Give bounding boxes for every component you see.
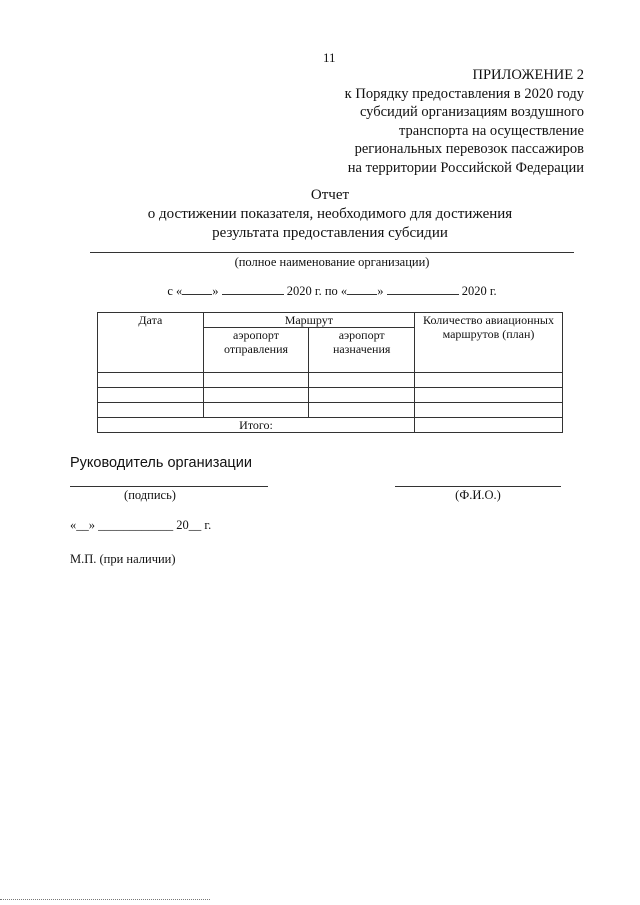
full-name-caption: (Ф.И.О.) [455, 488, 501, 502]
table-cell [203, 403, 309, 418]
page-number: 11 [323, 50, 336, 65]
table-row [98, 373, 563, 388]
period-year-from: 2020 г. по « [286, 284, 348, 298]
reporting-period [90, 283, 574, 299]
period-day-to-blank [347, 283, 377, 295]
appendix-header [284, 66, 584, 177]
table-cell [309, 403, 415, 418]
report-subtitle-line: результата предоставления субсидии [212, 225, 448, 241]
report-subtitle-line: о достижении показателя, необходимого для достижения [147, 206, 513, 222]
period-month-to-blank [387, 283, 459, 295]
appendix-line: региональных перевозок пассажиров [354, 141, 584, 157]
appendix-line: субсидий организациям воздушного [359, 104, 584, 120]
appendix-title: ПРИЛОЖЕНИЕ 2 [472, 67, 584, 83]
table-cell [309, 373, 415, 388]
table-cell [203, 373, 309, 388]
table-row [98, 403, 563, 418]
report-title: Отчет [310, 187, 350, 203]
head-of-organization-label: Руководитель организации [70, 455, 252, 471]
footer-scan-artifact [0, 899, 210, 900]
period-quote: » [212, 284, 219, 298]
table-cell [415, 388, 563, 403]
table-cell [415, 373, 563, 388]
period-year-to: 2020 г. [461, 284, 497, 298]
header-route: Маршрут [203, 313, 414, 328]
appendix-line: на территории Российской Федерации [347, 159, 584, 176]
period-quote: » [377, 284, 384, 298]
table-cell [309, 388, 415, 403]
organization-name-line [90, 252, 574, 253]
signature-line [70, 486, 268, 487]
table-cell [415, 403, 563, 418]
table-row [98, 388, 563, 403]
table-cell [98, 403, 204, 418]
signature-caption: (подпись) [124, 488, 176, 502]
organization-caption: (полное наименование организации) [234, 255, 430, 269]
report-table [97, 312, 563, 433]
header-departure: аэропорт отправления [203, 328, 309, 373]
table-cell [98, 388, 204, 403]
header-count: Количество авиационных маршрутов (план) [415, 313, 563, 373]
full-name-line [395, 486, 561, 487]
period-day-from-blank [182, 283, 212, 295]
table-cell [98, 373, 204, 388]
signature-date: «__» ____________ 20__ г. [70, 518, 212, 532]
table-cell [203, 388, 309, 403]
report-title-block [70, 186, 590, 243]
total-label: Итого: [98, 418, 415, 433]
header-arrival: аэропорт назначения [309, 328, 415, 373]
appendix-line: транспорта на осуществление [399, 122, 584, 139]
total-value-cell [415, 418, 563, 433]
period-from-prefix: с « [167, 284, 183, 298]
total-row [98, 418, 563, 433]
stamp-note: М.П. (при наличии) [70, 552, 176, 566]
period-month-from-blank [222, 283, 284, 295]
header-date: Дата [98, 313, 204, 373]
appendix-line: к Порядку предоставления в 2020 году [344, 85, 584, 102]
